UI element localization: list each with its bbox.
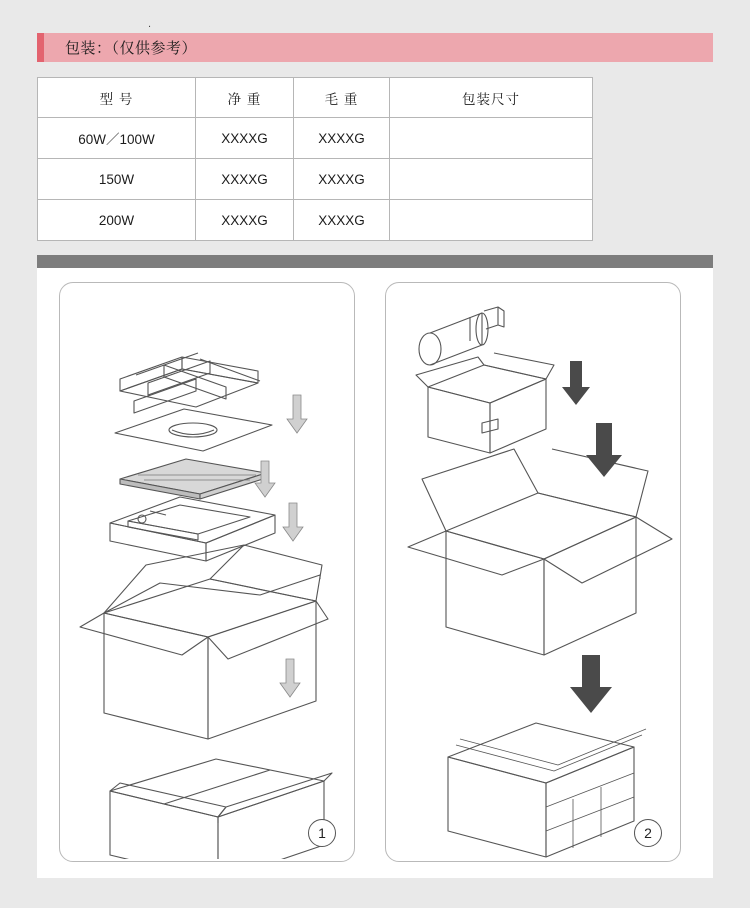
spec-table [37, 77, 593, 241]
packaging-banner [37, 33, 713, 62]
cell-net-weight: XXXXG [196, 159, 294, 200]
spec-table-wrapper [37, 77, 580, 241]
cell-net-weight: XXXXG [196, 118, 294, 159]
header-package-size: 包装尺寸 [390, 78, 593, 118]
diagram-panel-step2 [385, 282, 681, 862]
table-row [38, 159, 593, 200]
step-badge-1-label: 1 [318, 825, 326, 841]
header-model: 型 号 [38, 78, 196, 118]
cell-package-size [390, 118, 593, 159]
down-arrow [586, 423, 622, 477]
banner-title: 包装：（仅供参考） [65, 40, 198, 57]
top-mark: . [148, 18, 152, 30]
table-row [38, 118, 593, 159]
header-net-weight: 净 重 [196, 78, 294, 118]
step-badge-2 [634, 819, 662, 847]
cell-gross-weight: XXXXG [294, 159, 390, 200]
cell-model: 150W [38, 159, 196, 200]
banner-accent-bar [37, 33, 44, 62]
bottom-margin [0, 878, 750, 908]
cell-net-weight: XXXXG [196, 200, 294, 241]
down-arrow [570, 655, 612, 713]
down-arrow [280, 659, 300, 697]
table-row [38, 200, 593, 241]
down-arrow [283, 503, 303, 541]
packaging-step2-illustration [386, 283, 678, 859]
cell-model: 200W [38, 200, 196, 241]
cell-model: 60W／100W [38, 118, 196, 159]
cell-package-size [390, 200, 593, 241]
step-badge-2-label: 2 [644, 825, 652, 841]
cell-gross-weight: XXXXG [294, 200, 390, 241]
diagram-panel-step1 [59, 282, 355, 862]
diagram-area [37, 268, 713, 878]
down-arrow [562, 361, 590, 405]
section-divider-band [37, 255, 713, 268]
packaging-step1-illustration [60, 283, 352, 859]
cell-gross-weight: XXXXG [294, 118, 390, 159]
step-badge-1 [308, 819, 336, 847]
header-gross-weight: 毛 重 [294, 78, 390, 118]
table-header-row [38, 78, 593, 118]
cell-package-size [390, 159, 593, 200]
down-arrow [287, 395, 307, 433]
